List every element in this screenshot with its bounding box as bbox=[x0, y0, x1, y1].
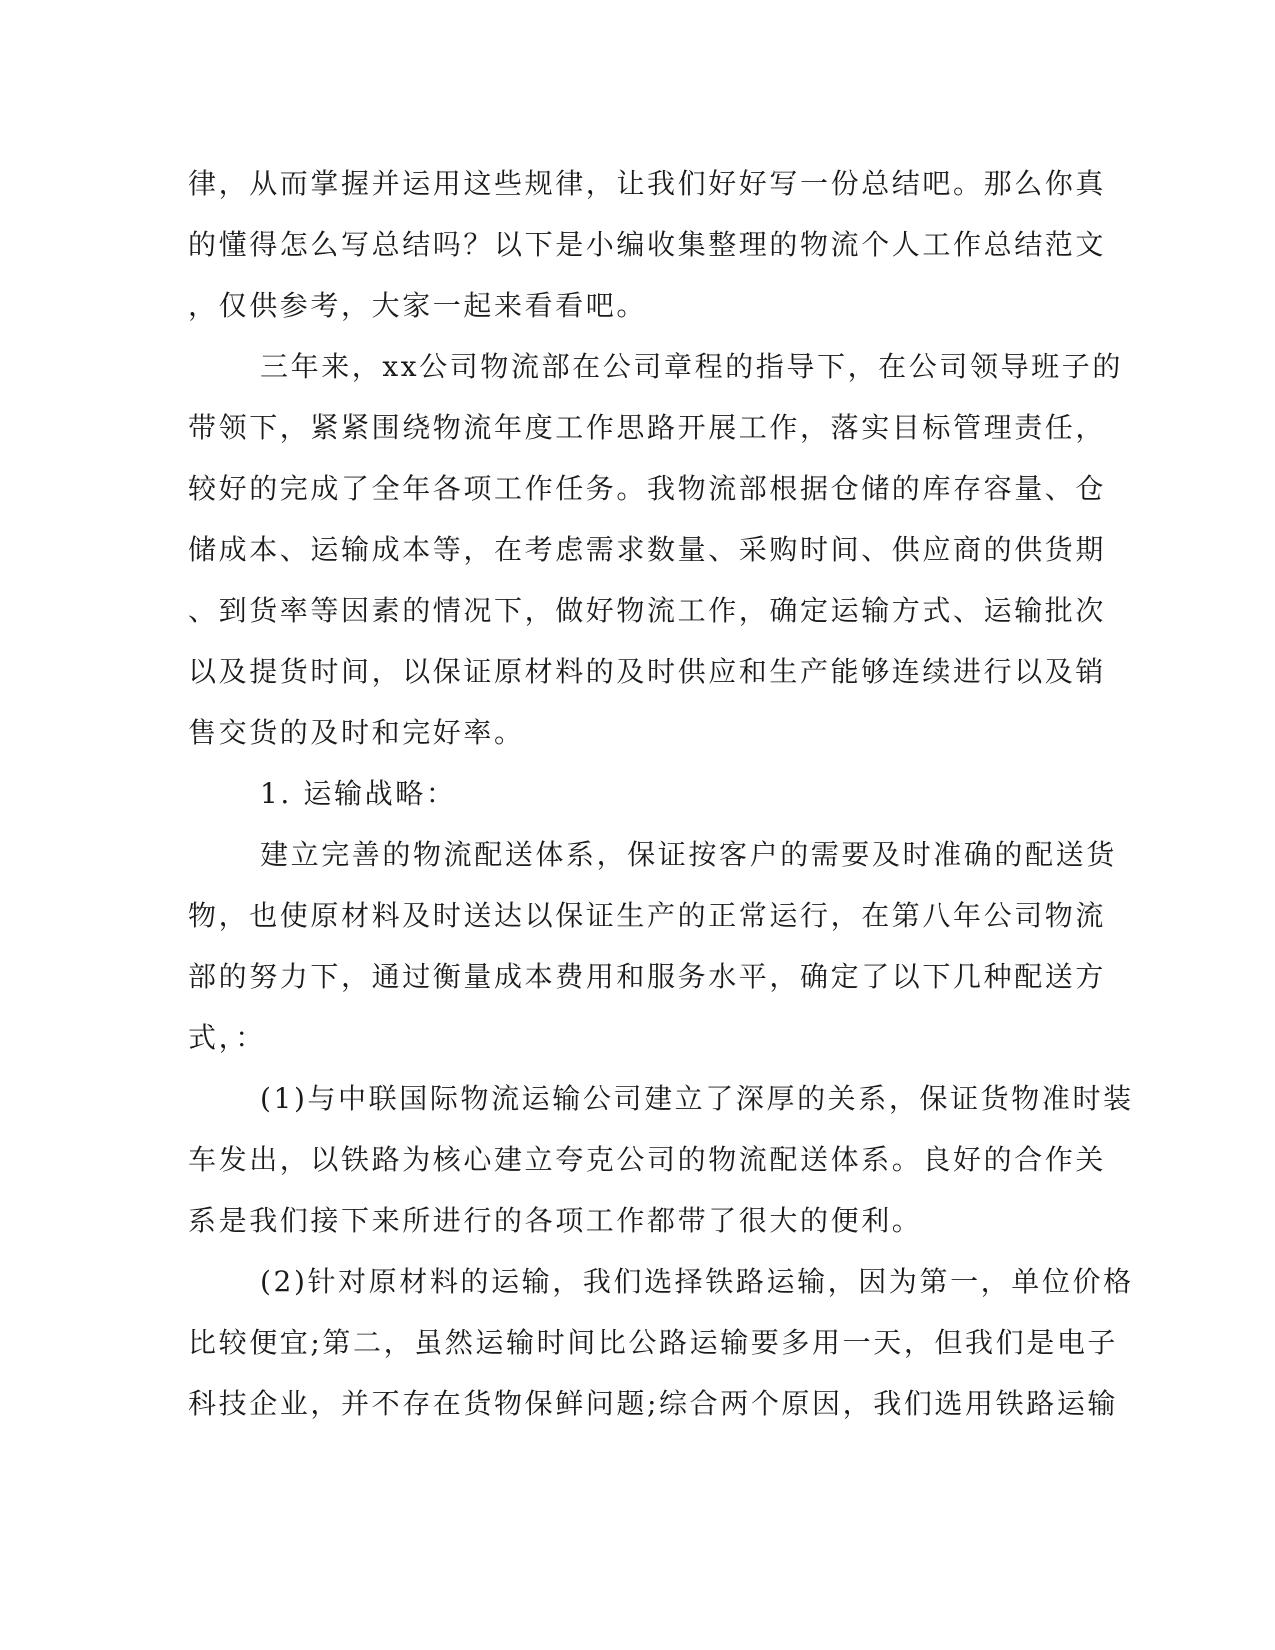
text-line: 带领下，紧紧围绕物流年度工作思路开展工作，落实目标管理责任， bbox=[188, 411, 1107, 444]
document-body bbox=[188, 153, 1134, 1434]
text-line: 车发出，以铁路为核心建立夸克公司的物流配送体系。良好的合作关 bbox=[188, 1143, 1107, 1176]
text-line: 式，： bbox=[188, 1021, 266, 1054]
text-line: 系是我们接下来所进行的各项工作都带了很大的便利。 bbox=[188, 1204, 923, 1237]
section-heading: 1. 运输战略： bbox=[260, 777, 457, 810]
text-line: (1)与中联国际物流运输公司建立了深厚的关系，保证货物准时装 bbox=[260, 1082, 1134, 1115]
text-line: 三年来，xx公司物流部在公司章程的指导下，在公司领导班子的 bbox=[260, 350, 1123, 383]
text-line: 较好的完成了全年各项工作任务。我物流部根据仓储的库存容量、仓 bbox=[188, 472, 1107, 505]
text-line: 比较便宜;第二，虽然运输时间比公路运输要多用一天，但我们是电子 bbox=[188, 1326, 1119, 1359]
text-line: 储成本、运输成本等，在考虑需求数量、采购时间、供应商的供货期 bbox=[188, 533, 1107, 566]
text-line: (2)针对原材料的运输，我们选择铁路运输，因为第一，单位价格 bbox=[260, 1265, 1134, 1298]
text-line: 的懂得怎么写总结吗？以下是小编收集整理的物流个人工作总结范文 bbox=[188, 228, 1107, 261]
text-line: 、到货率等因素的情况下，做好物流工作，确定运输方式、运输批次 bbox=[188, 594, 1107, 627]
text-line: 建立完善的物流配送体系，保证按客户的需要及时准确的配送货 bbox=[260, 838, 1117, 871]
text-line: 部的努力下，通过衡量成本费用和服务水平，确定了以下几种配送方 bbox=[188, 960, 1107, 993]
text-line: 物，也使原材料及时送达以保证生产的正常运行，在第八年公司物流 bbox=[188, 899, 1107, 932]
text-line: 售交货的及时和完好率。 bbox=[188, 716, 525, 749]
text-line: 以及提货时间，以保证原材料的及时供应和生产能够连续进行以及销 bbox=[188, 655, 1107, 688]
text-line: 律，从而掌握并运用这些规律，让我们好好写一份总结吧。那么你真 bbox=[188, 167, 1107, 200]
text-line: ，仅供参考，大家一起来看看吧。 bbox=[188, 289, 648, 322]
text-line: 科技企业，并不存在货物保鲜问题;综合两个原因，我们选用铁路运输 bbox=[188, 1387, 1119, 1420]
